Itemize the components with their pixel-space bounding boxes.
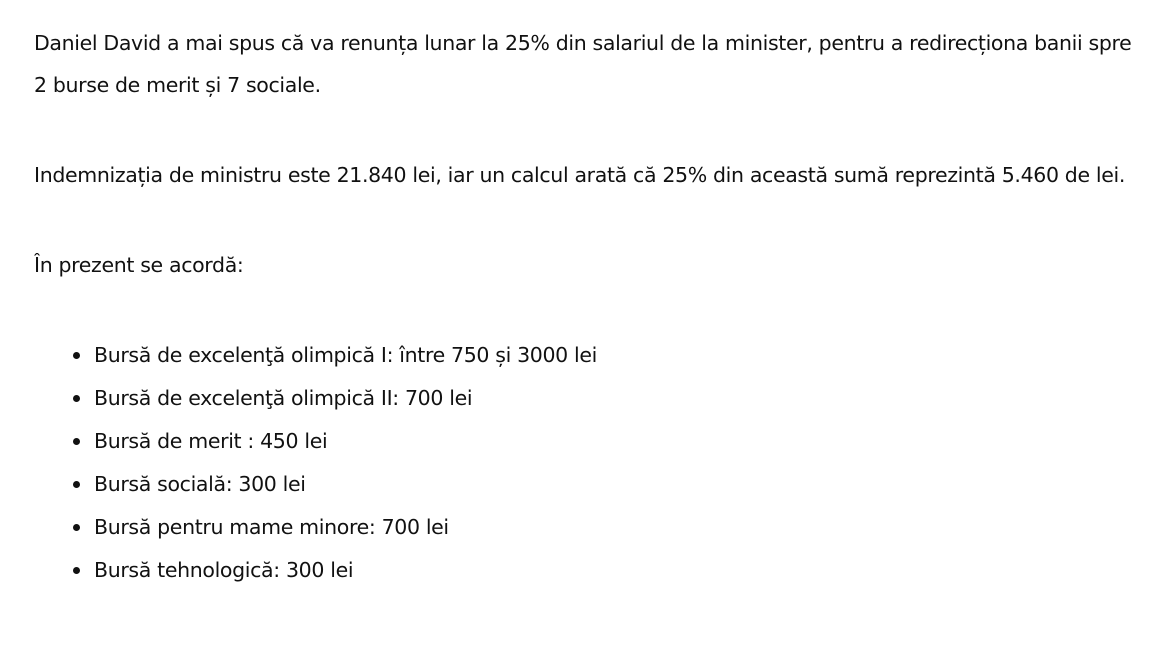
article-body [34, 22, 1144, 592]
bullet-icon [73, 481, 80, 488]
list-item [70, 420, 1144, 463]
bullet-icon [73, 567, 80, 574]
bullet-icon [73, 395, 80, 402]
bullet-icon [73, 438, 80, 445]
scholarship-list [34, 334, 1144, 592]
list-item-text: Bursă de excelenţă olimpică II: 700 lei [94, 386, 473, 410]
list-item-text: Bursă pentru mame minore: 700 lei [94, 515, 449, 539]
list-item [70, 506, 1144, 549]
list-item [70, 334, 1144, 377]
list-item-text: Bursă tehnologică: 300 lei [94, 558, 354, 582]
paragraph-minister-salary: Daniel David a mai spus că va renunța lunar la 25% din salariul de la minister, pentru a redirecționa banii spre 2 burse de merit și 7 sociale. [34, 31, 1132, 97]
list-item-text: Bursă de merit : 450 lei [94, 429, 328, 453]
bullet-icon [73, 524, 80, 531]
list-item-text: Bursă socială: 300 lei [94, 472, 306, 496]
paragraph-indemnity-calculation: Indemnizația de ministru este 21.840 lei, iar un calcul arată că 25% din această sumă reprezintă 5.460 de lei. [34, 163, 1126, 187]
list-item-text: Bursă de excelenţă olimpică I: între 750 și 3000 lei [94, 343, 597, 367]
list-item [70, 377, 1144, 420]
list-item [70, 463, 1144, 506]
list-item [70, 549, 1144, 592]
bullet-icon [73, 352, 80, 359]
paragraph-list-intro: În prezent se acordă: [34, 253, 244, 277]
